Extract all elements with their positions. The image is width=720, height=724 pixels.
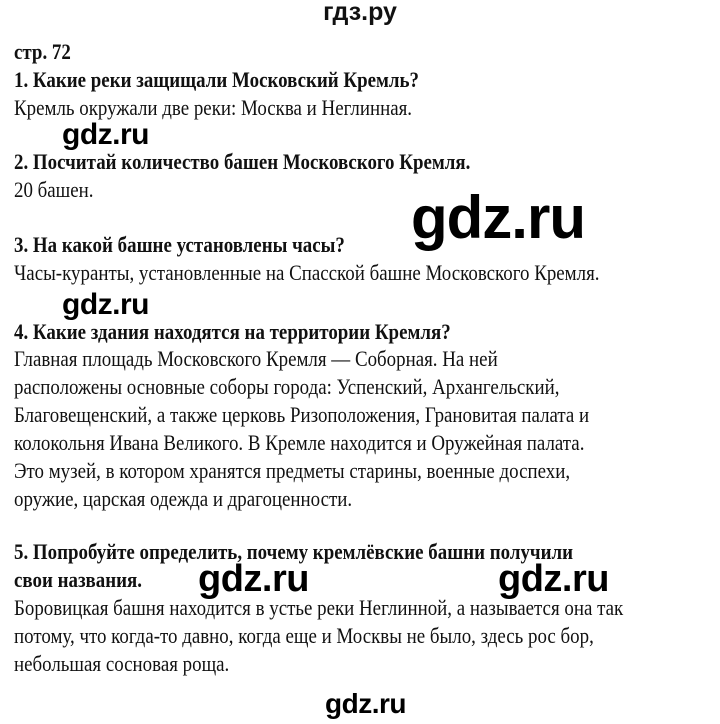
- answer-4-line: расположены основные соборы города: Успенский, Архангельский,: [14, 374, 560, 399]
- watermark: gdz.ru: [325, 688, 406, 719]
- question-2: 2. Посчитай количество башен Московского Кремля.: [14, 149, 471, 174]
- question-1: 1. Какие реки защищали Московский Кремль?: [14, 67, 420, 92]
- watermark: gdz.ru: [198, 558, 309, 600]
- watermark: gdz.ru: [498, 558, 609, 600]
- answer-5-line: небольшая сосновая роща.: [14, 651, 230, 676]
- answer-4-line: Главная площадь Московского Кремля — Соборная. На ней: [14, 346, 498, 371]
- page-number: стр. 72: [14, 39, 71, 64]
- answer-3: Часы-куранты, установленные на Спасской башне Московского Кремля.: [14, 260, 600, 285]
- watermark: gdz.ru: [411, 184, 585, 251]
- site-header: гдз.ру: [323, 0, 397, 26]
- watermark: gdz.ru: [62, 118, 149, 151]
- question-5-line: 5. Попробуйте определить, почему кремлёвские башни получили: [14, 539, 573, 564]
- answer-5-line: Боровицкая башня находится в устье реки Неглинной, а называется она так: [14, 595, 624, 620]
- watermark: gdz.ru: [62, 288, 149, 321]
- question-3: 3. На какой башне установлены часы?: [14, 232, 345, 257]
- question-5-line: свои названия.: [14, 567, 142, 592]
- answer-4-line: оружие, царская одежда и драгоценности.: [14, 486, 353, 511]
- answer-4-line: Благовещенский, а также церковь Ризоположения, Грановитая палата и: [14, 402, 590, 427]
- answer-5-line: потому, что когда-то давно, когда еще и Москвы не было, здесь рос бор,: [14, 623, 594, 648]
- answer-1: Кремль окружали две реки: Москва и Неглинная.: [14, 95, 413, 120]
- answer-4-line: колокольня Ивана Великого. В Кремле находится и Оружейная палата.: [14, 430, 585, 455]
- answer-2: 20 башен.: [14, 177, 94, 202]
- answer-4-line: Это музей, в котором хранятся предметы старины, военные доспехи,: [14, 458, 571, 483]
- question-4: 4. Какие здания находятся на территории Кремля?: [14, 319, 451, 344]
